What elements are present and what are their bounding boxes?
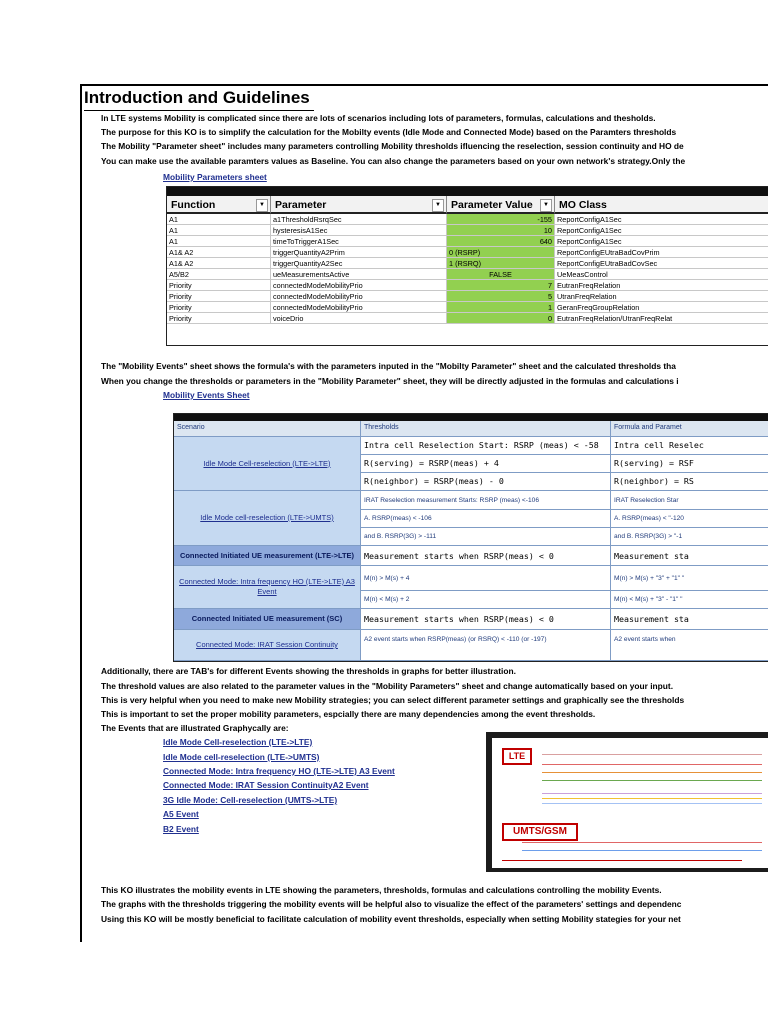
table-row — [167, 302, 768, 313]
cell-parameter[interactable]: ueMeasurementsActive — [271, 269, 447, 280]
scenario-label: Connected Mode: Intra frequency HO (LTE->LTE) A3 Event — [179, 577, 355, 596]
scenario-conn-irat[interactable] — [174, 630, 361, 661]
scenario-conn-sc[interactable] — [174, 609, 361, 630]
cell-function[interactable]: A5/B2 — [167, 269, 271, 280]
header-function[interactable] — [167, 196, 271, 214]
event-link-a3[interactable]: Connected Mode: Intra frequency HO (LTE->LTE) A3 Event — [163, 766, 395, 776]
cell-mo-class[interactable]: ReportConfigA1Sec — [555, 236, 768, 247]
events-line: The "Mobility Events" sheet shows the formula's with the parameters inputed in the "Mobilty Parameter" sheet and the calculated thresholds tha — [101, 361, 676, 371]
header-label: MO Class — [559, 199, 607, 211]
filter-dropdown-icon[interactable]: ▼ — [540, 199, 552, 212]
event-link-b2[interactable]: B2 Event — [163, 824, 199, 834]
cell-value[interactable]: 5 — [447, 291, 555, 302]
scenario-label: Idle Mode Cell-reselection (LTE->LTE) — [203, 458, 331, 468]
header-label: Function — [171, 199, 216, 211]
closing-line: This KO illustrates the mobility events in LTE showing the parameters, thresholds, formulas and calculations controlling the mobility Events. — [101, 885, 662, 895]
cell-mo-class[interactable]: ReportConfigA1Sec — [555, 214, 768, 225]
cell-mo-class[interactable]: GeranFreqGroupRelation — [555, 302, 768, 313]
header-thresholds: Thresholds — [361, 421, 611, 437]
cell-function[interactable]: A1 — [167, 236, 271, 247]
threshold-cell: IRAT Reselection measurement Starts: RSRP (meas) <-106 — [361, 491, 611, 510]
intro-line: The purpose for this KO is to simplify the calculation for the Mobilty events (Idle Mode and Connected Mode) based on the Paramters thresholds — [101, 127, 677, 137]
formula-cell: and B. RSRP(3G) > "-1 — [611, 528, 768, 546]
graph-line — [542, 764, 762, 765]
cell-function[interactable]: A1& A2 — [167, 247, 271, 258]
cell-mo-class[interactable]: UtranFreqRelation — [555, 291, 768, 302]
formula-cell: A2 event starts when — [611, 630, 768, 661]
tabs-line: This is important to set the proper mobility parameters, espcially there are many dependencies among the event thresholds. — [101, 709, 596, 719]
formula-cell: Intra cell Reselec — [611, 437, 768, 455]
cell-parameter[interactable]: triggerQuantityA2Sec — [271, 258, 447, 269]
graph-line — [542, 754, 762, 755]
top-border — [80, 84, 768, 86]
header-label: Parameter — [275, 199, 327, 211]
cell-value[interactable]: FALSE — [447, 269, 555, 280]
event-link-a2[interactable]: Connected Mode: IRAT Session ContinuityA2 Event — [163, 780, 369, 790]
threshold-cell: R(neighbor) = RSRP(meas) - 0 — [361, 473, 611, 491]
cell-mo-class[interactable]: EutranFreqRelation — [555, 280, 768, 291]
event-link-a5[interactable]: A5 Event — [163, 809, 199, 819]
cell-parameter[interactable]: connectedModeMobilityPrio — [271, 280, 447, 291]
threshold-cell: Measurement starts when RSRP(meas) < 0 — [361, 546, 611, 566]
graph-line — [542, 772, 762, 773]
threshold-cell: Measurement starts when RSRP(meas) < 0 — [361, 609, 611, 630]
table-row — [167, 313, 768, 324]
filter-dropdown-icon[interactable]: ▼ — [432, 199, 444, 212]
closing-line: Using this KO will be mostly beneficial to facilitate calculation of mobility event thresholds, especially when setting Mobility stategies for your net — [101, 914, 681, 924]
cell-value[interactable]: -155 — [447, 214, 555, 225]
formula-cell: R(neighbor) = RS — [611, 473, 768, 491]
header-parameter-value[interactable] — [447, 196, 555, 214]
intro-line: You can make use the available paramters values as Baseline. You can also change the parameters based on your own network's strategy.Only the — [101, 156, 686, 166]
cell-parameter[interactable]: connectedModeMobilityPrio — [271, 291, 447, 302]
formula-cell: Measurement sta — [611, 609, 768, 630]
page-title: Introduction and Guidelines — [84, 88, 310, 107]
header-scenario: Scenario — [174, 421, 361, 437]
table-header-row — [167, 196, 768, 214]
events-line: When you change the thresholds or parameters in the "Mobility Parameter" sheet, they will be directly adjusted in the formulas and calculations i — [101, 376, 679, 386]
cell-mo-class[interactable]: ReportConfigEUtraBadCovSec — [555, 258, 768, 269]
cell-function[interactable]: Priority — [167, 313, 271, 324]
threshold-cell: M(n) > M(s) + 4 — [361, 566, 611, 591]
cell-parameter[interactable]: a1ThresholdRsrqSec — [271, 214, 447, 225]
tabs-line: The threshold values are also related to the parameter values in the "Mobility Parameters" sheet and change automatically based on your input. — [101, 681, 674, 691]
cell-function[interactable]: Priority — [167, 291, 271, 302]
tabs-line: The Events that are illustrated Graphycally are: — [101, 723, 289, 733]
formula-cell: M(n) > M(s) + "3" + "1" " — [611, 566, 768, 591]
cell-function[interactable]: A1 — [167, 214, 271, 225]
scenario-label: Idle Mode cell-reselection (LTE->UMTS) — [200, 513, 334, 522]
scenario-label: Connected Initiated UE measurement (LTE->LTE) — [179, 550, 355, 560]
scenario-idle-lte[interactable] — [174, 437, 361, 491]
cell-function[interactable]: A1& A2 — [167, 258, 271, 269]
table-row — [167, 269, 768, 280]
cell-mo-class[interactable]: UeMeasControl — [555, 269, 768, 280]
threshold-cell: R(serving) = RSRP(meas) + 4 — [361, 455, 611, 473]
scenario-label: Connected Mode: IRAT Session Continuity — [196, 640, 338, 649]
event-link-idle-lte[interactable]: Idle Mode Cell-reselection (LTE->LTE) — [163, 737, 313, 747]
table-row — [167, 236, 768, 247]
scenario-label: Connected Initiated UE measurement (SC) — [191, 614, 343, 623]
lte-label: LTE — [502, 748, 532, 765]
header-formula: Formula and Paramet — [611, 421, 768, 437]
parameter-rows — [167, 214, 768, 324]
event-link-umts-lte[interactable]: 3G Idle Mode: Cell-reselection (UMTS->LTE) — [163, 795, 338, 805]
parameter-table — [166, 186, 768, 346]
cell-parameter[interactable]: triggerQuantityA2Prim — [271, 247, 447, 258]
table-row — [167, 214, 768, 225]
table-top-strip — [174, 414, 768, 421]
graph-line — [542, 780, 762, 781]
cell-value[interactable]: 1 — [447, 302, 555, 313]
threshold-cell: A. RSRP(meas) < -106 — [361, 510, 611, 528]
cell-value[interactable]: 0 — [447, 313, 555, 324]
graph-line — [522, 842, 762, 843]
table-row — [167, 225, 768, 236]
cell-function[interactable]: Priority — [167, 302, 271, 313]
table-row — [167, 280, 768, 291]
table-row — [167, 258, 768, 269]
cell-mo-class[interactable]: ReportConfigA1Sec — [555, 225, 768, 236]
threshold-cell: A2 event starts when RSRP(meas) (or RSRQ) < -110 (or -197) — [361, 630, 611, 661]
header-label: Parameter Value — [451, 199, 533, 211]
filter-dropdown-icon[interactable]: ▼ — [256, 199, 268, 212]
scenario-conn-a3[interactable] — [174, 566, 361, 609]
cell-parameter[interactable]: voiceDrio — [271, 313, 447, 324]
formula-cell: Measurement sta — [611, 546, 768, 566]
graph-line — [502, 860, 742, 861]
tabs-line: Additionally, there are TAB's for different Events showing the thresholds in graphs for better illustration. — [101, 666, 516, 676]
tabs-line: This is very helpful when you need to make new Mobility strategies; you can select different parameter settings and graphically see the thresholds — [101, 695, 685, 705]
cell-value[interactable]: 10 — [447, 225, 555, 236]
header-parameter[interactable] — [271, 196, 447, 214]
cell-value[interactable]: 640 — [447, 236, 555, 247]
graph-line — [542, 798, 762, 799]
table-top-strip — [167, 187, 768, 196]
formula-cell: A. RSRP(meas) < "-120 — [611, 510, 768, 528]
cell-value[interactable]: 1 (RSRQ) — [447, 258, 555, 269]
graph-thumbnail[interactable] — [486, 732, 768, 872]
umts-gsm-label: UMTS/GSM — [502, 823, 578, 841]
cell-parameter[interactable]: hysteresisA1Sec — [271, 225, 447, 236]
formula-cell: IRAT Reselection Star — [611, 491, 768, 510]
formula-cell: M(n) < M(s) + "3" - "1" " — [611, 591, 768, 609]
mobility-parameters-link[interactable]: Mobility Parameters sheet — [163, 172, 267, 182]
threshold-cell: and B. RSRP(3G) > -111 — [361, 528, 611, 546]
threshold-cell: M(n) < M(s) + 2 — [361, 591, 611, 609]
header-mo-class[interactable] — [555, 196, 768, 214]
event-link-idle-umts[interactable]: Idle Mode cell-reselection (LTE->UMTS) — [163, 752, 320, 762]
formula-cell: R(serving) = RSF — [611, 455, 768, 473]
events-table — [173, 413, 768, 662]
cell-parameter[interactable]: connectedModeMobilityPrio — [271, 302, 447, 313]
graph-line — [542, 793, 762, 794]
table-row — [167, 247, 768, 258]
intro-line: In LTE systems Mobility is complicated since there are lots of scenarios including lots of parameters, formulas, calculations and thesholds. — [101, 113, 656, 123]
left-border — [80, 84, 82, 942]
table-row — [167, 291, 768, 302]
intro-line: The Mobility "Parameter sheet" includes many parameters controlling Mobility thresholds ifluencing the reselection, session continuity and HO de — [101, 141, 684, 151]
cell-parameter[interactable]: timeToTriggerA1Sec — [271, 236, 447, 247]
cell-value[interactable]: 0 (RSRP) — [447, 247, 555, 258]
cell-function[interactable]: A1 — [167, 225, 271, 236]
cell-mo-class[interactable]: EutranFreqRelation/UtranFreqRelat — [555, 313, 768, 324]
scenario-idle-umts[interactable] — [174, 491, 361, 546]
closing-line: The graphs with the thresholds triggering the mobility events will be helpful also to visualize the effect of the parameters' settings and dependenc — [101, 899, 682, 909]
graph-line — [542, 803, 762, 804]
title-underline — [84, 110, 314, 111]
mobility-events-link[interactable]: Mobility Events Sheet — [163, 390, 250, 400]
threshold-cell: Intra cell Reselection Start: RSRP (meas) < -58 — [361, 437, 611, 455]
graph-line — [522, 850, 762, 851]
cell-value[interactable]: 7 — [447, 280, 555, 291]
cell-mo-class[interactable]: ReportConfigEUtraBadCovPrim — [555, 247, 768, 258]
scenario-conn-lte[interactable] — [174, 546, 361, 566]
cell-function[interactable]: Priority — [167, 280, 271, 291]
